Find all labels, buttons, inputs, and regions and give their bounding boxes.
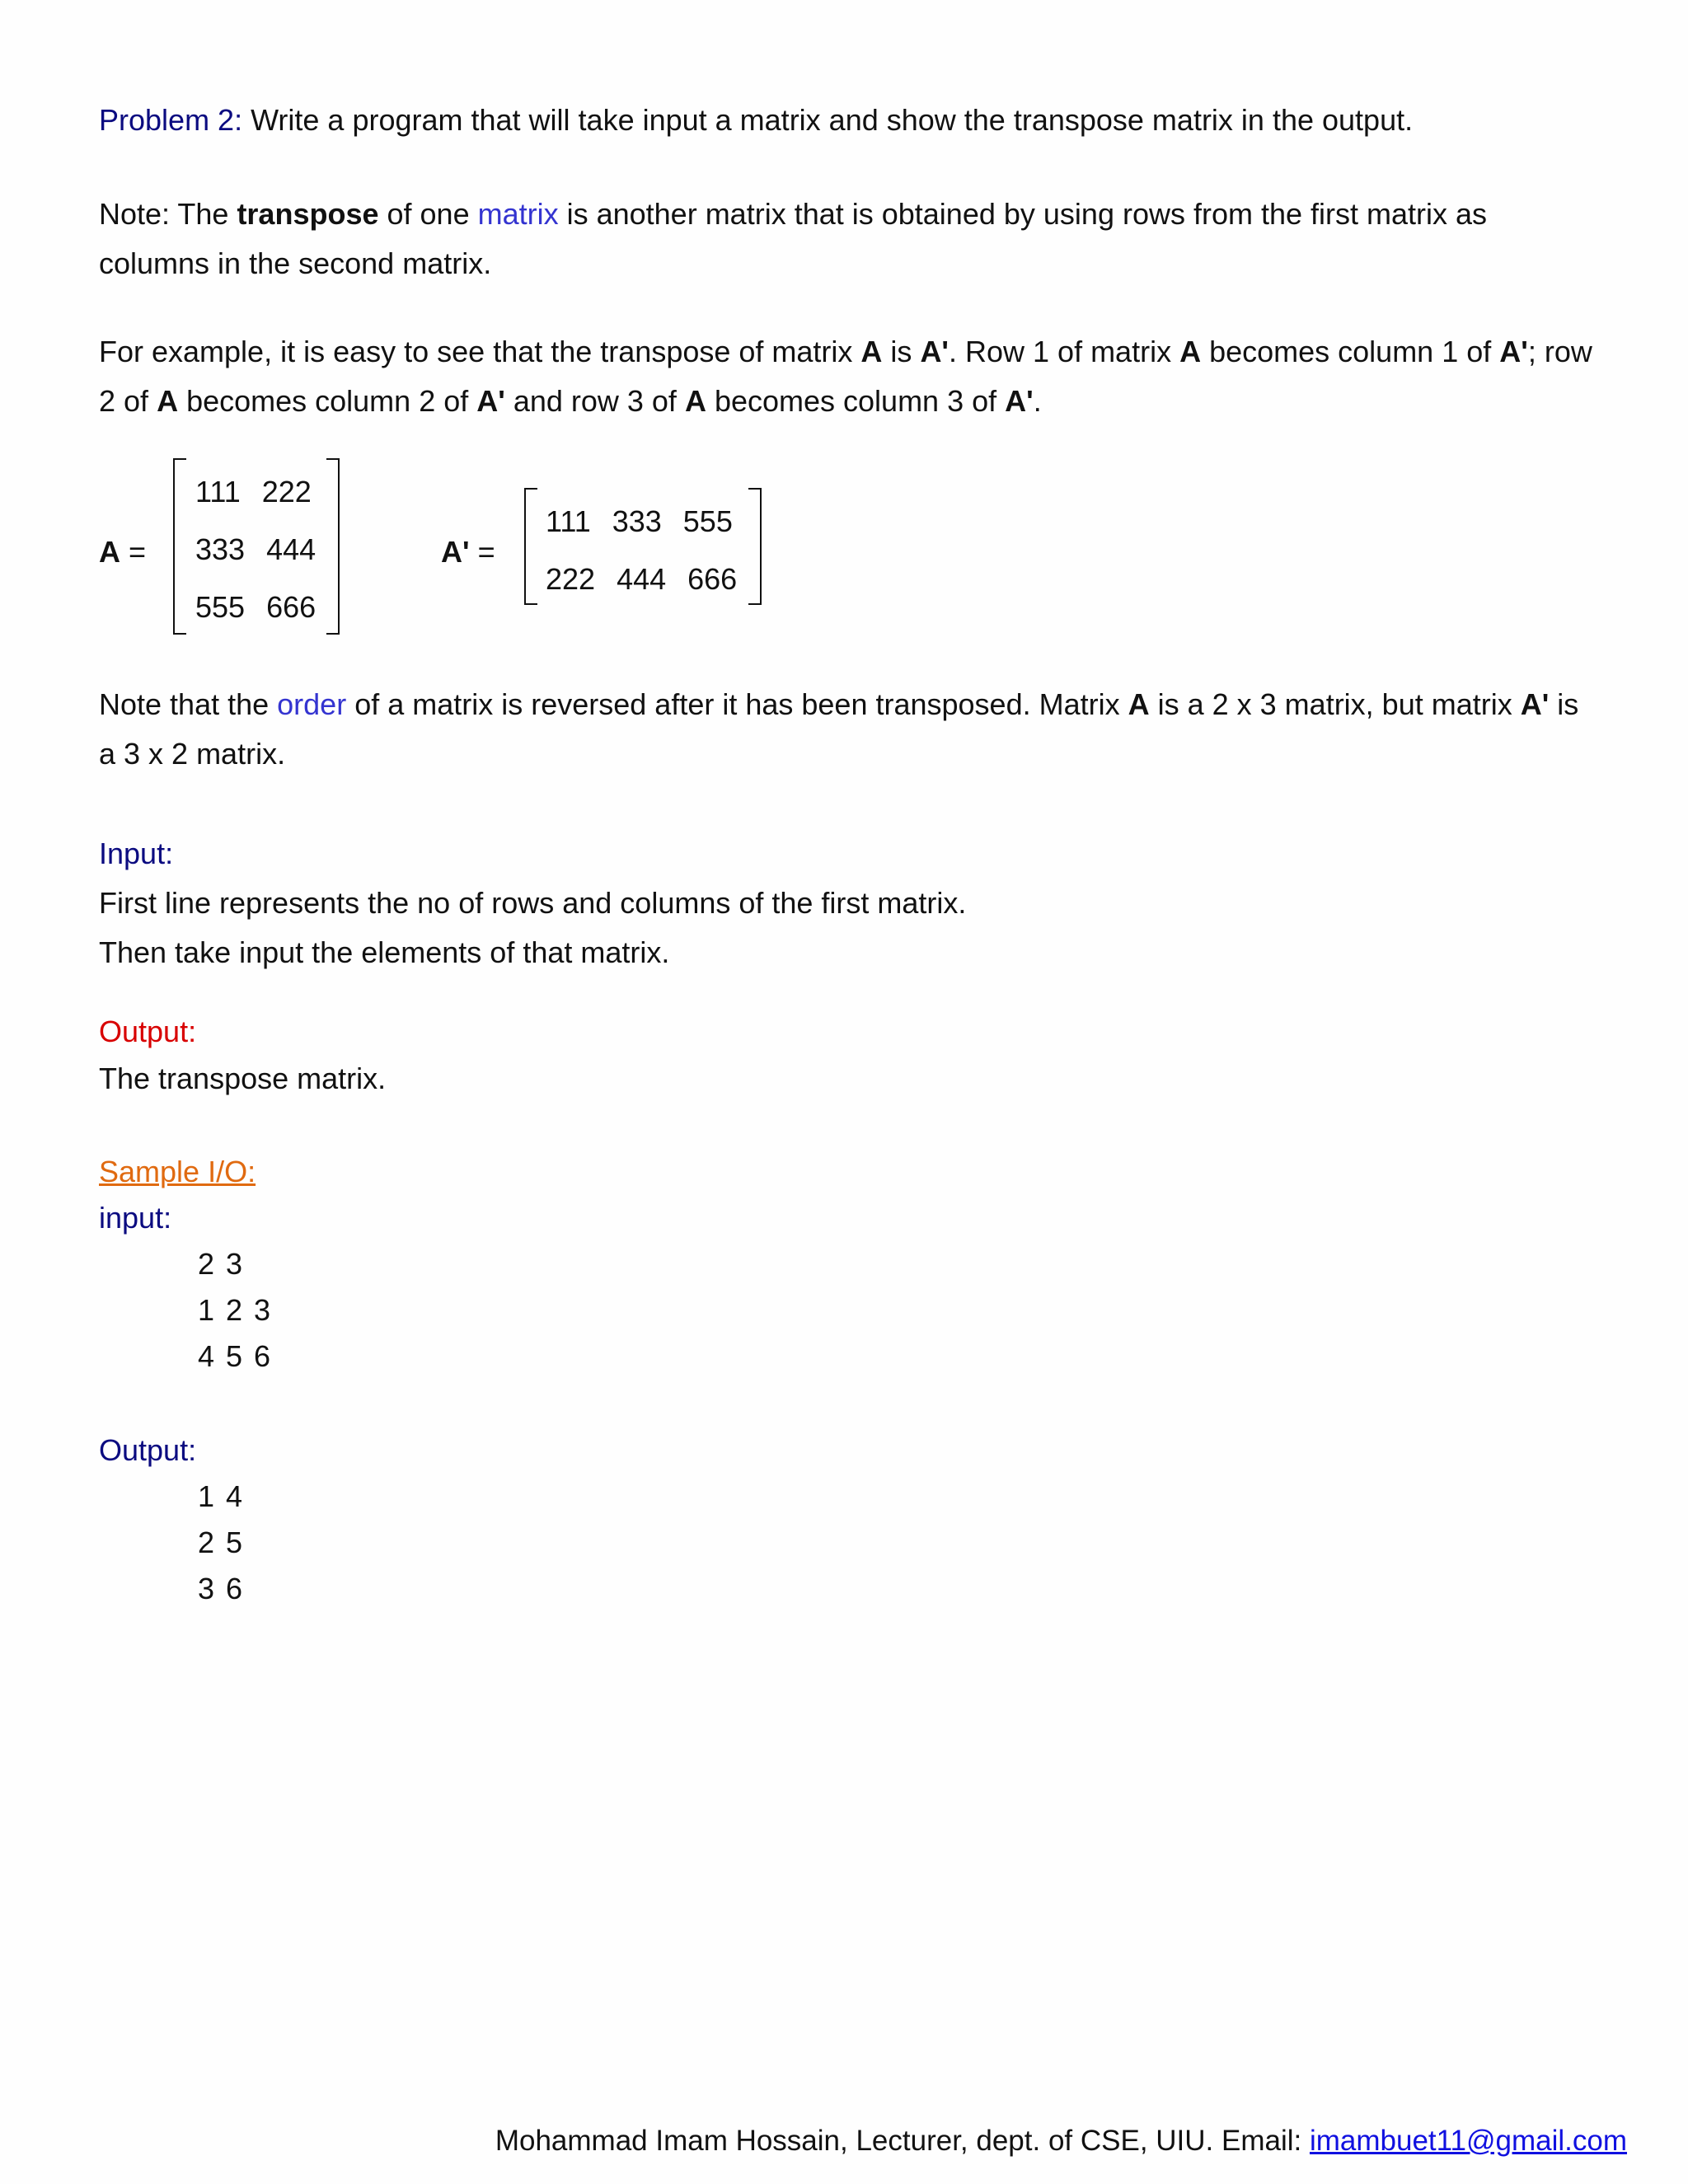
email-link[interactable]: imambuet11@gmail.com <box>1309 2125 1627 2157</box>
matrix-a-row: 555 666 <box>195 590 316 624</box>
right-bracket <box>326 458 340 635</box>
example-line2 <box>99 377 1042 426</box>
example-text: For example, it is easy to see that the transpose of matrix <box>99 335 861 368</box>
matrix-a-prime-row: 222 444 666 <box>546 562 738 596</box>
note-text: Note that the <box>99 687 278 721</box>
example-bold: A' <box>1499 335 1528 368</box>
equals-sign: = <box>120 535 147 569</box>
example-text: 2 of <box>99 384 157 418</box>
sample-input-line: 4 5 6 <box>198 1339 273 1373</box>
note-transpose-line1 <box>99 190 1487 239</box>
right-bracket <box>748 488 762 605</box>
input-heading: Input: <box>99 837 174 870</box>
note-mid: of one <box>378 197 478 231</box>
matrix-a-prime <box>524 488 763 607</box>
left-bracket <box>173 458 186 635</box>
note-bold-transpose: transpose <box>237 197 379 231</box>
note-order-line2: a 3 x 2 matrix. <box>99 737 286 771</box>
example-text: . <box>1033 384 1042 418</box>
problem-text: Write a program that will take input a matrix and show the transpose matrix in the output. <box>242 103 1414 137</box>
note-text: of a matrix is reversed after it has been transposed. Matrix <box>346 687 1128 721</box>
sample-input-label: input: <box>99 1201 172 1235</box>
example-bold: A <box>684 384 706 418</box>
problem-statement <box>99 96 1413 145</box>
matrix-a-row: 333 444 <box>195 532 316 566</box>
example-bold: A <box>860 335 883 368</box>
note-prefix: Note: The <box>99 197 237 231</box>
example-text: becomes column 3 of <box>706 384 1006 418</box>
sample-input-line: 2 3 <box>198 1247 245 1281</box>
example-bold: A' <box>920 335 949 368</box>
problem-label: Problem 2: <box>99 103 243 137</box>
order-link[interactable]: order <box>277 687 347 721</box>
example-text: becomes column 2 of <box>178 384 477 418</box>
footer <box>495 2116 1627 2166</box>
sample-output-line: 1 4 <box>198 1479 245 1513</box>
sample-output-line: 3 6 <box>198 1572 245 1605</box>
note-rest: is another matrix that is obtained by using rows from the first matrix as <box>558 197 1488 231</box>
output-heading: Output: <box>99 1015 197 1048</box>
matrix-a <box>173 458 338 636</box>
equals-sign: = <box>469 535 495 569</box>
example-line1 <box>99 327 1592 377</box>
matrix-link[interactable]: matrix <box>477 197 559 231</box>
example-text: and row 3 of <box>504 384 685 418</box>
left-bracket <box>524 488 537 605</box>
footer-text: Mohammad Imam Hossain, Lecturer, dept. of CSE, UIU. Email: <box>495 2125 1310 2157</box>
example-bold: A <box>1179 335 1202 368</box>
matrix-a-prime-label <box>441 527 495 577</box>
input-desc-line1: First line represents the no of rows and columns of the first matrix. <box>99 886 967 920</box>
example-bold: A' <box>476 384 505 418</box>
matrix-a-symbol: A <box>99 535 120 569</box>
example-text: . Row 1 of matrix <box>949 335 1180 368</box>
output-desc: The transpose matrix. <box>99 1062 387 1095</box>
matrix-a-prime-row: 111 333 555 <box>546 504 733 538</box>
matrix-a-row: 111 222 <box>195 475 312 509</box>
note-bold: A' <box>1520 687 1550 721</box>
example-bold: A <box>157 384 179 418</box>
note-bold: A <box>1128 687 1150 721</box>
example-bold: A' <box>1005 384 1034 418</box>
input-desc-line2: Then take input the elements of that matrix. <box>99 935 670 969</box>
note-transpose-line2: columns in the second matrix. <box>99 246 492 280</box>
sample-input-line: 1 2 3 <box>198 1293 273 1327</box>
note-text: is a 2 x 3 matrix, but matrix <box>1149 687 1521 721</box>
example-text: is <box>882 335 921 368</box>
matrix-a-prime-symbol: A' <box>441 535 470 569</box>
example-text: becomes column 1 of <box>1201 335 1500 368</box>
sample-output-label: Output: <box>99 1433 197 1467</box>
matrix-a-label <box>99 527 146 577</box>
sample-output-line: 2 5 <box>198 1526 245 1559</box>
note-text: is <box>1549 687 1579 721</box>
example-text: ; row <box>1527 335 1592 368</box>
sample-io-heading: Sample I/O: <box>99 1155 256 1188</box>
note-order-line1 <box>99 680 1578 729</box>
